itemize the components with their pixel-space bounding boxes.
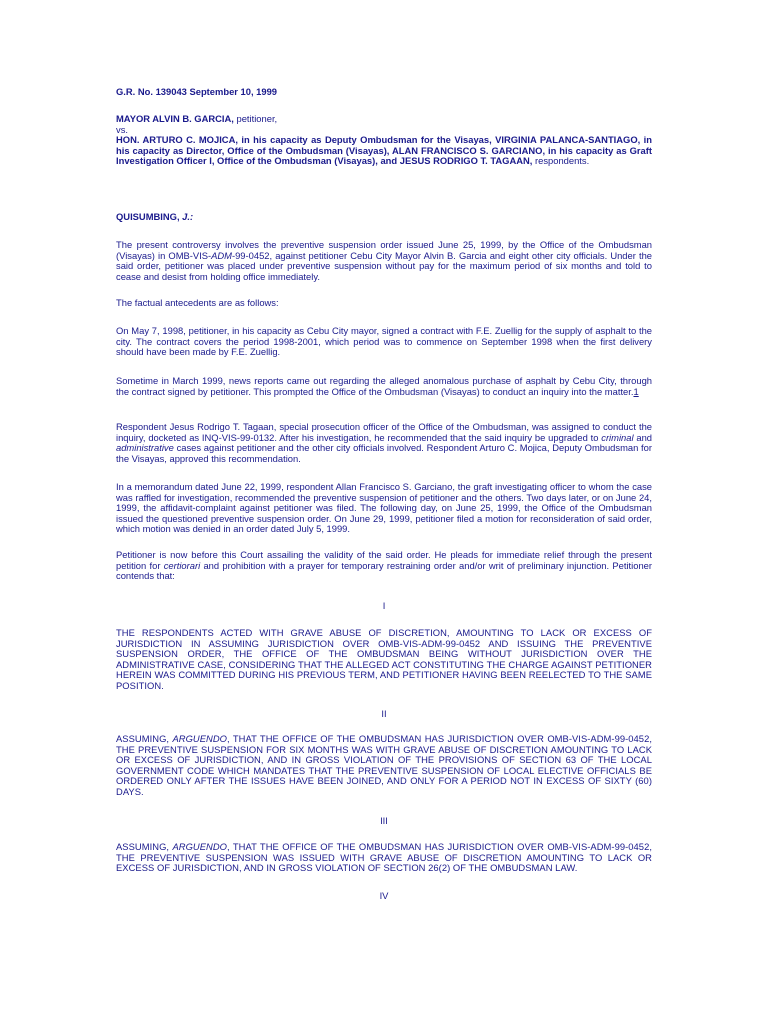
- paragraph-2: The factual antecedents are as follows:: [116, 297, 279, 308]
- case-title: G.R. No. 139043 September 10, 1999: [116, 86, 278, 97]
- paragraph-5-and: and: [633, 431, 653, 443]
- ponente-name: QUISUMBING,: [116, 211, 180, 222]
- contention-2-text-b: , THAT THE OFFICE OF THE OMBUDSMAN HAS JURISDICTION OVER OMB-VIS-ADM-99-0452, THE PREVENTIVE SUSPENSION FOR SIX MONTHS WAS WITH GRAVE ABUSE OF DISCRETION AMOUNTING TO LACK OR EXCESS OF JURISDICTION, AND IN GROSS VIOLATION OF THE PROVISIONS OF SECTION 63 OF THE LOCAL GOVERNMENT CODE WHICH MANDATES THAT THE PREVENTIVE SUSPENSION OF LOCAL ELECTIVE OFFICIALS BE ORDERED ONLY AFTER THE ISSUES HAVE BEEN JOINED, AND ONLY FOR A PERIOD NOT IN EXCESS OF SIXTY (60) DAYS.: [116, 733, 652, 797]
- paragraph-3: On May 7, 1998, petitioner, in his capacity as Cebu City mayor, signed a contract with F.E. Zuellig for the supply of asphalt to the city. The contract covers the period 1998-2001, which period was to commence on September 1998 when the first delivery should have been made by F.E. Zuellig.: [116, 325, 652, 358]
- contention-number-4: IV: [379, 890, 389, 901]
- contention-2-arguendo: ARGUENDO: [172, 733, 228, 744]
- paragraph-7-text-a: Petitioner is now before this Court assailing the validity of the said order. He pleads for immediate relief through the present petition for: [116, 549, 652, 571]
- paragraph-1-adm: ADM: [211, 249, 232, 261]
- paragraph-5-text-b: cases against petitioner and the other city officials involved. Respondent Arturo C. Mojica, Deputy Ombudsman for the Visayas, approved this recommendation.: [116, 442, 652, 464]
- contention-number-3: III: [380, 815, 388, 826]
- respondents-line: [116, 135, 652, 167]
- paragraph-5: [116, 422, 652, 464]
- versus: vs.: [116, 123, 128, 135]
- contention-3: [116, 842, 652, 874]
- paragraph-4-text: Sometime in March 1999, news reports came out regarding the alleged anomalous purchase of asphalt by Cebu City, through the contract signed by petitioner. This prompted the Office of the Ombudsman (Visayas) to conduct an inquiry into the matter.: [116, 375, 652, 397]
- paragraph-1: [116, 240, 652, 282]
- paragraph-6: In a memorandum dated June 22, 1999, respondent Allan Francisco S. Garciano, the graft investigating officer to whom the case was raffled for investigation, recommended the preventive suspension of petitioner and the others. Two days later, or on June 24, 1999, the affidavit-complaint against petitioner was filed. The following day, on June 25, 1999, the Office of the Ombudsman issued the questioned preventive suspension order. On June 29, 1999, petitioner filed a motion for reconsideration of said order, which motion was denied in an order dated July 5, 1999.: [116, 481, 652, 535]
- contention-number-1: I: [382, 600, 386, 611]
- contention-3-text-b: , THAT THE OFFICE OF THE OMBUDSMAN HAS JURISDICTION OVER OMB-VIS-ADM-99-0452, THE PREVENTIVE SUSPENSION WAS ISSUED WITH GRAVE ABUSE OF DISCRETION AMOUNTING TO LACK OR EXCESS OF JURISDICTION, AND IN GROSS VIOLATION OF SECTION 26(2) OF THE OMBUDSMAN LAW.: [116, 841, 652, 874]
- respondents-role: respondents.: [532, 155, 590, 167]
- contention-2-text-a: ASSUMING,: [116, 733, 173, 744]
- contention-3-text-a: ASSUMING,: [116, 841, 173, 852]
- paragraph-1-text-a: The present controversy involves the preventive suspension order issued June 25, 1999, by the Office of the Ombudsman (Visayas) in OMB-VIS-: [116, 239, 652, 261]
- petitioner-line: [116, 114, 652, 125]
- case-parties: [116, 114, 652, 167]
- contention-number-2: II: [381, 708, 387, 719]
- ponente: [116, 211, 193, 222]
- paragraph-5-administrative: administrative: [116, 442, 174, 454]
- contention-1: THE RESPONDENTS ACTED WITH GRAVE ABUSE OF DISCRETION, AMOUNTING TO LACK OR EXCESS OF JURISDICTION IN ASSUMING JURISDICTION OVER OMB-VIS-ADM-99-0452 AND ISSUING THE PREVENTIVE SUSPENSION ORDER, THE OFFICE OF THE OMBUDSMAN BEING WITHOUT JURISDICTION OVER THE ADMINISTRATIVE CASE, CONSIDERING THAT THE ALLEGED ACT CONSTITUTING THE CHARGE AGAINST PETITIONER HEREIN WAS COMMITTED DURING HIS PREVIOUS TERM, AND PETITIONER HAVING BEEN REELECTED TO THE SAME POSITION.: [116, 627, 652, 691]
- paragraph-1-text-b: -99-0452, against petitioner Cebu City Mayor Alvin B. Garcia and eight other city officials. Under the said order, petitioner was placed under preventive suspension without pay for the maximum period of six months and told to cease and desist from holding office immediately.: [116, 249, 652, 282]
- petitioner-role: petitioner,: [233, 113, 278, 124]
- respondents-names: HON. ARTURO C. MOJICA, in his capacity as Deputy Ombudsman for the Visayas, VIRGINIA PALANCA-SANTIAGO, in his capacity as Director, Office of the Ombudsman (Visayas), ALAN FRANCISCO S. GARCIANO, in his capacity as Graft Investigation Officer I, Office of the Ombudsman (Visayas), and JESUS RODRIGO T. TAGAAN,: [116, 134, 652, 167]
- ponente-title: J.:: [179, 211, 194, 222]
- contention-3-arguendo: ARGUENDO: [172, 841, 228, 852]
- paragraph-5-criminal: criminal: [601, 431, 634, 443]
- contention-2: [116, 734, 652, 798]
- petitioner-name: MAYOR ALVIN B. GARCIA,: [116, 113, 234, 124]
- paragraph-7: [116, 550, 652, 582]
- paragraph-7-certiorari: certiorari: [163, 559, 201, 571]
- paragraph-7-text-b: and prohibition with a prayer for temporary restraining order and/or writ of preliminary injunction. Petitioner contends that:: [116, 559, 653, 582]
- paragraph-4: [116, 376, 652, 397]
- paragraph-5-text-a: Respondent Jesus Rodrigo T. Tagaan, special prosecution officer of the Office of the Ombudsman, was assigned to conduct the inquiry, docketed as INQ-VIS-99-0132. After his investigation, he recommended that the said inquiry be upgraded to: [116, 421, 652, 443]
- footnote-link-1[interactable]: 1: [633, 385, 639, 397]
